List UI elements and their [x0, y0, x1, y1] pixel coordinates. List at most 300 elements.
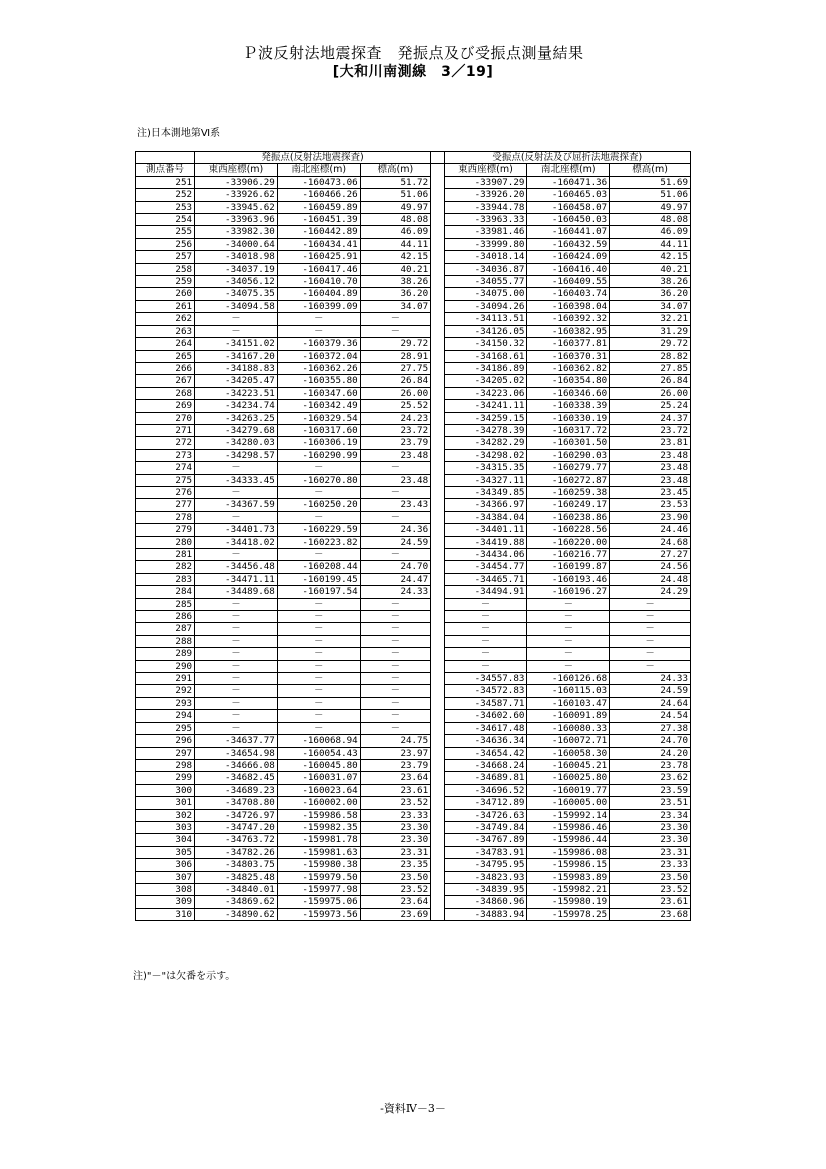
source-elevation-cell: 24.36 [360, 524, 430, 536]
receiver-northing-cell: -160362.82 [527, 362, 610, 374]
source-elevation-cell: 27.75 [360, 362, 430, 374]
receiver-elevation-cell: 24.48 [610, 573, 691, 585]
header-station-number: 測点番号 [136, 164, 195, 176]
station-number-cell: 251 [136, 176, 195, 188]
receiver-northing-cell: -159986.15 [527, 859, 610, 871]
table-row [136, 536, 691, 548]
table-row [136, 896, 691, 908]
receiver-northing-cell: -160220.00 [527, 536, 610, 548]
source-easting-cell: -33963.96 [195, 214, 278, 226]
column-gap [431, 325, 444, 337]
source-easting-cell: -34018.98 [195, 251, 278, 263]
receiver-point-group-header: 受振点(反射法及び屈折法地震探査) [444, 152, 690, 164]
receiver-elevation-cell: 29.72 [610, 338, 691, 350]
datum-note: 注)日本測地第Ⅵ系 [137, 128, 221, 139]
station-number-cell: 300 [136, 784, 195, 796]
receiver-northing-cell: － [527, 660, 610, 672]
source-elevation-cell: 23.30 [360, 834, 430, 846]
header-receiver-northing: 南北座標(m) [527, 164, 610, 176]
station-number-cell: 299 [136, 772, 195, 784]
column-gap [431, 313, 444, 325]
column-gap [431, 772, 444, 784]
receiver-northing-cell: -160338.39 [527, 400, 610, 412]
receiver-elevation-cell: 40.21 [610, 263, 691, 275]
receiver-easting-cell: -34860.96 [444, 896, 527, 908]
table-row [136, 797, 691, 809]
source-northing-cell: -160068.94 [277, 735, 360, 747]
station-number-cell: 278 [136, 511, 195, 523]
receiver-easting-cell: -34696.52 [444, 784, 527, 796]
column-gap [431, 809, 444, 821]
source-easting-cell: -34263.25 [195, 412, 278, 424]
station-number-cell: 262 [136, 313, 195, 325]
receiver-elevation-cell: 23.52 [610, 883, 691, 895]
source-elevation-cell: 23.50 [360, 871, 430, 883]
receiver-elevation-cell: － [610, 623, 691, 635]
table-row [136, 362, 691, 374]
source-northing-cell: -160197.54 [277, 586, 360, 598]
column-gap [431, 164, 444, 176]
source-northing-cell: -160434.41 [277, 238, 360, 250]
receiver-elevation-cell: 23.90 [610, 511, 691, 523]
source-easting-cell: -34234.74 [195, 400, 278, 412]
station-number-cell: 261 [136, 300, 195, 312]
table-row [136, 176, 691, 188]
source-elevation-cell: 24.23 [360, 412, 430, 424]
column-gap [431, 797, 444, 809]
receiver-easting-cell: -34572.83 [444, 685, 527, 697]
receiver-easting-cell: -34749.84 [444, 821, 527, 833]
source-northing-cell: -160208.44 [277, 561, 360, 573]
source-elevation-cell: 23.64 [360, 896, 430, 908]
station-number-cell: 286 [136, 611, 195, 623]
source-elevation-cell: 29.72 [360, 338, 430, 350]
receiver-elevation-cell: 23.59 [610, 784, 691, 796]
column-gap [431, 499, 444, 511]
source-easting-cell: -34205.47 [195, 375, 278, 387]
source-northing-cell: -159979.50 [277, 871, 360, 883]
source-easting-cell: -34890.62 [195, 908, 278, 920]
source-northing-cell: -160342.49 [277, 400, 360, 412]
source-elevation-cell: 24.70 [360, 561, 430, 573]
receiver-easting-cell: -34434.06 [444, 549, 527, 561]
table-row [136, 908, 691, 920]
source-northing-cell: － [277, 623, 360, 635]
column-gap [431, 486, 444, 498]
group-header-row [136, 152, 691, 164]
receiver-northing-cell: -160382.95 [527, 325, 610, 337]
receiver-northing-cell: -159986.46 [527, 821, 610, 833]
table-row [136, 635, 691, 647]
source-easting-cell: -34726.97 [195, 809, 278, 821]
source-elevation-cell: － [360, 722, 430, 734]
receiver-easting-cell: － [444, 598, 527, 610]
source-easting-cell: -34056.12 [195, 276, 278, 288]
source-northing-cell: -160031.07 [277, 772, 360, 784]
header-source-easting: 東西座標(m) [195, 164, 278, 176]
receiver-elevation-cell: 51.69 [610, 176, 691, 188]
receiver-elevation-cell: 27.38 [610, 722, 691, 734]
receiver-easting-cell: -34126.05 [444, 325, 527, 337]
source-northing-cell: -159975.06 [277, 896, 360, 908]
receiver-elevation-cell: 23.48 [610, 449, 691, 461]
receiver-northing-cell: -160392.32 [527, 313, 610, 325]
receiver-easting-cell: -34783.91 [444, 846, 527, 858]
station-number-cell: 288 [136, 635, 195, 647]
station-number-cell: 291 [136, 673, 195, 685]
column-gap [431, 883, 444, 895]
source-easting-cell: － [195, 697, 278, 709]
source-elevation-cell: 28.91 [360, 350, 430, 362]
receiver-easting-cell: -34384.04 [444, 511, 527, 523]
receiver-elevation-cell: 44.11 [610, 238, 691, 250]
source-elevation-cell: － [360, 486, 430, 498]
receiver-elevation-cell: 23.45 [610, 486, 691, 498]
receiver-elevation-cell: 31.29 [610, 325, 691, 337]
column-gap [431, 338, 444, 350]
source-easting-cell: － [195, 325, 278, 337]
source-northing-cell: -160425.91 [277, 251, 360, 263]
receiver-elevation-cell: 23.34 [610, 809, 691, 821]
table-row [136, 660, 691, 672]
receiver-elevation-cell: 24.56 [610, 561, 691, 573]
station-number-cell: 283 [136, 573, 195, 585]
source-northing-cell: -160451.39 [277, 214, 360, 226]
station-number-cell: 266 [136, 362, 195, 374]
source-elevation-cell: 51.06 [360, 189, 430, 201]
column-gap [431, 424, 444, 436]
source-northing-cell: － [277, 549, 360, 561]
column-gap [431, 214, 444, 226]
receiver-easting-cell: -34366.97 [444, 499, 527, 511]
source-elevation-cell: － [360, 325, 430, 337]
source-elevation-cell: － [360, 549, 430, 561]
source-point-group-header: 発振点(反射法地震探査) [195, 152, 431, 164]
source-elevation-cell: 24.47 [360, 573, 430, 585]
receiver-easting-cell: -34883.94 [444, 908, 527, 920]
source-easting-cell: -34456.48 [195, 561, 278, 573]
column-gap [431, 697, 444, 709]
source-northing-cell: -160442.89 [277, 226, 360, 238]
station-number-cell: 294 [136, 710, 195, 722]
station-number-cell: 273 [136, 449, 195, 461]
receiver-easting-cell: -33926.20 [444, 189, 527, 201]
receiver-northing-cell: － [527, 611, 610, 623]
table-row [136, 437, 691, 449]
source-easting-cell: -34840.01 [195, 883, 278, 895]
receiver-northing-cell: -160193.46 [527, 573, 610, 585]
station-number-cell: 255 [136, 226, 195, 238]
column-gap [431, 846, 444, 858]
receiver-northing-cell: -160317.72 [527, 424, 610, 436]
receiver-easting-cell: -34186.89 [444, 362, 527, 374]
station-number-cell: 290 [136, 660, 195, 672]
station-number-cell: 259 [136, 276, 195, 288]
source-elevation-cell: － [360, 635, 430, 647]
source-northing-cell: -160306.19 [277, 437, 360, 449]
source-elevation-cell: 23.30 [360, 821, 430, 833]
source-easting-cell: － [195, 598, 278, 610]
source-northing-cell: -160002.00 [277, 797, 360, 809]
source-elevation-cell: 23.43 [360, 499, 430, 511]
receiver-northing-cell: -160330.19 [527, 412, 610, 424]
table-row [136, 499, 691, 511]
column-gap [431, 685, 444, 697]
station-number-cell: 263 [136, 325, 195, 337]
receiver-northing-cell: -160272.87 [527, 474, 610, 486]
receiver-elevation-cell: 24.33 [610, 673, 691, 685]
receiver-elevation-cell: 48.08 [610, 214, 691, 226]
source-northing-cell: -160223.82 [277, 536, 360, 548]
column-gap [431, 549, 444, 561]
source-easting-cell: － [195, 648, 278, 660]
receiver-elevation-cell: 26.84 [610, 375, 691, 387]
column-gap [431, 648, 444, 660]
table-row [136, 338, 691, 350]
source-easting-cell: -34333.45 [195, 474, 278, 486]
receiver-easting-cell: -33944.78 [444, 201, 527, 213]
table-row [136, 561, 691, 573]
receiver-northing-cell: -159992.14 [527, 809, 610, 821]
source-easting-cell: -34418.02 [195, 536, 278, 548]
source-elevation-cell: － [360, 648, 430, 660]
column-gap [431, 201, 444, 213]
table-row [136, 673, 691, 685]
receiver-easting-cell: － [444, 648, 527, 660]
source-elevation-cell: 48.08 [360, 214, 430, 226]
source-easting-cell: -34151.02 [195, 338, 278, 350]
receiver-elevation-cell: 23.48 [610, 474, 691, 486]
column-gap [431, 710, 444, 722]
table-row [136, 710, 691, 722]
receiver-elevation-cell: 23.68 [610, 908, 691, 920]
header-source-northing: 南北座標(m) [277, 164, 360, 176]
receiver-easting-cell: -34327.11 [444, 474, 527, 486]
source-elevation-cell: 23.61 [360, 784, 430, 796]
station-number-cell: 268 [136, 387, 195, 399]
column-gap [431, 673, 444, 685]
source-easting-cell: -34708.80 [195, 797, 278, 809]
station-number-cell: 254 [136, 214, 195, 226]
source-easting-cell: － [195, 313, 278, 325]
station-number-cell: 276 [136, 486, 195, 498]
receiver-elevation-cell: 23.30 [610, 821, 691, 833]
source-easting-cell: － [195, 635, 278, 647]
table-row [136, 462, 691, 474]
receiver-elevation-cell: 42.15 [610, 251, 691, 263]
source-elevation-cell: － [360, 598, 430, 610]
source-easting-cell: -34298.57 [195, 449, 278, 461]
source-elevation-cell: 26.00 [360, 387, 430, 399]
receiver-northing-cell: -160432.59 [527, 238, 610, 250]
column-gap [431, 561, 444, 573]
receiver-elevation-cell: 24.20 [610, 747, 691, 759]
receiver-northing-cell: -160354.80 [527, 375, 610, 387]
receiver-easting-cell: -34055.77 [444, 276, 527, 288]
source-northing-cell: － [277, 660, 360, 672]
station-number-cell: 309 [136, 896, 195, 908]
source-elevation-cell: 25.52 [360, 400, 430, 412]
table-row [136, 511, 691, 523]
receiver-easting-cell: -34150.32 [444, 338, 527, 350]
receiver-easting-cell: -34654.42 [444, 747, 527, 759]
column-gap [431, 859, 444, 871]
receiver-elevation-cell: 27.27 [610, 549, 691, 561]
source-elevation-cell: 23.97 [360, 747, 430, 759]
source-elevation-cell: 34.07 [360, 300, 430, 312]
receiver-elevation-cell: 36.20 [610, 288, 691, 300]
receiver-elevation-cell: 23.33 [610, 859, 691, 871]
source-easting-cell: -34000.64 [195, 238, 278, 250]
table-row [136, 350, 691, 362]
source-elevation-cell: 24.75 [360, 735, 430, 747]
source-easting-cell: -34367.59 [195, 499, 278, 511]
column-gap [431, 536, 444, 548]
receiver-northing-cell: -160403.74 [527, 288, 610, 300]
column-gap [431, 238, 444, 250]
source-northing-cell: -160290.99 [277, 449, 360, 461]
source-easting-cell: － [195, 710, 278, 722]
station-number-cell: 270 [136, 412, 195, 424]
source-northing-cell: -160362.26 [277, 362, 360, 374]
source-elevation-cell: 23.48 [360, 474, 430, 486]
receiver-easting-cell: -33907.29 [444, 176, 527, 188]
source-elevation-cell: 23.79 [360, 437, 430, 449]
source-northing-cell: － [277, 722, 360, 734]
missing-number-note: 注)"－"は欠番を示す。 [133, 971, 236, 982]
table-row [136, 214, 691, 226]
column-gap [431, 747, 444, 759]
table-row [136, 611, 691, 623]
receiver-elevation-cell: 24.46 [610, 524, 691, 536]
table-row [136, 685, 691, 697]
receiver-northing-cell: -160249.17 [527, 499, 610, 511]
source-northing-cell: -160404.89 [277, 288, 360, 300]
receiver-easting-cell: -34282.29 [444, 437, 527, 449]
receiver-northing-cell: -160196.27 [527, 586, 610, 598]
source-elevation-cell: 46.09 [360, 226, 430, 238]
column-gap [431, 598, 444, 610]
source-elevation-cell: － [360, 660, 430, 672]
receiver-northing-cell: -160279.77 [527, 462, 610, 474]
source-elevation-cell: 23.72 [360, 424, 430, 436]
source-easting-cell: -34037.19 [195, 263, 278, 275]
receiver-easting-cell: -34636.34 [444, 735, 527, 747]
source-easting-cell: -34803.75 [195, 859, 278, 871]
table-row [136, 883, 691, 895]
receiver-northing-cell: -160465.03 [527, 189, 610, 201]
table-row [136, 809, 691, 821]
source-northing-cell: -160417.46 [277, 263, 360, 275]
receiver-northing-cell: -160216.77 [527, 549, 610, 561]
survey-table [135, 151, 691, 921]
source-northing-cell: － [277, 648, 360, 660]
source-easting-cell: － [195, 486, 278, 498]
table-row [136, 586, 691, 598]
column-gap [431, 400, 444, 412]
source-easting-cell: － [195, 511, 278, 523]
receiver-easting-cell: -34587.71 [444, 697, 527, 709]
source-northing-cell: -160250.20 [277, 499, 360, 511]
receiver-elevation-cell: 38.26 [610, 276, 691, 288]
receiver-elevation-cell: － [610, 635, 691, 647]
station-number-cell: 310 [136, 908, 195, 920]
source-easting-cell: -34869.62 [195, 896, 278, 908]
receiver-elevation-cell: 24.64 [610, 697, 691, 709]
station-number-cell: 265 [136, 350, 195, 362]
station-number-cell: 302 [136, 809, 195, 821]
table-row [136, 387, 691, 399]
station-number-cell: 269 [136, 400, 195, 412]
source-northing-cell: -160199.45 [277, 573, 360, 585]
column-gap [431, 300, 444, 312]
source-northing-cell: － [277, 685, 360, 697]
table-row [136, 834, 691, 846]
header-receiver-easting: 東西座標(m) [444, 164, 527, 176]
receiver-easting-cell: -34205.02 [444, 375, 527, 387]
receiver-northing-cell: -160441.07 [527, 226, 610, 238]
receiver-easting-cell: -34668.24 [444, 759, 527, 771]
station-number-cell: 281 [136, 549, 195, 561]
receiver-easting-cell: -34241.11 [444, 400, 527, 412]
receiver-elevation-cell: － [610, 660, 691, 672]
source-elevation-cell: 51.72 [360, 176, 430, 188]
source-northing-cell: -159981.78 [277, 834, 360, 846]
source-elevation-cell: － [360, 685, 430, 697]
receiver-easting-cell: -34839.95 [444, 883, 527, 895]
station-number-cell: 295 [136, 722, 195, 734]
column-gap [431, 437, 444, 449]
column-gap [431, 251, 444, 263]
receiver-easting-cell: -34689.81 [444, 772, 527, 784]
source-easting-cell: -34825.48 [195, 871, 278, 883]
source-easting-cell: -34489.68 [195, 586, 278, 598]
column-gap [431, 623, 444, 635]
source-easting-cell: -33945.62 [195, 201, 278, 213]
table-row [136, 263, 691, 275]
receiver-easting-cell: -34401.11 [444, 524, 527, 536]
receiver-elevation-cell: 23.51 [610, 797, 691, 809]
table-row [136, 251, 691, 263]
receiver-northing-cell: -160471.36 [527, 176, 610, 188]
receiver-easting-cell: － [444, 660, 527, 672]
station-number-cell: 305 [136, 846, 195, 858]
receiver-easting-cell: -34018.14 [444, 251, 527, 263]
source-elevation-cell: 40.21 [360, 263, 430, 275]
source-northing-cell: － [277, 313, 360, 325]
receiver-northing-cell: -160416.40 [527, 263, 610, 275]
receiver-northing-cell: -160091.89 [527, 710, 610, 722]
receiver-easting-cell: -34315.35 [444, 462, 527, 474]
column-gap [431, 263, 444, 275]
receiver-easting-cell: -34075.00 [444, 288, 527, 300]
source-easting-cell: -34094.58 [195, 300, 278, 312]
receiver-elevation-cell: 23.53 [610, 499, 691, 511]
receiver-easting-cell: -34494.91 [444, 586, 527, 598]
source-easting-cell: － [195, 623, 278, 635]
column-gap [431, 375, 444, 387]
station-number-cell: 289 [136, 648, 195, 660]
receiver-northing-cell: － [527, 598, 610, 610]
source-northing-cell: -160372.04 [277, 350, 360, 362]
source-easting-cell: － [195, 673, 278, 685]
table-row [136, 871, 691, 883]
column-gap [431, 524, 444, 536]
source-elevation-cell: 49.97 [360, 201, 430, 213]
receiver-elevation-cell: 23.62 [610, 772, 691, 784]
column-gap [431, 735, 444, 747]
receiver-elevation-cell: 24.59 [610, 685, 691, 697]
